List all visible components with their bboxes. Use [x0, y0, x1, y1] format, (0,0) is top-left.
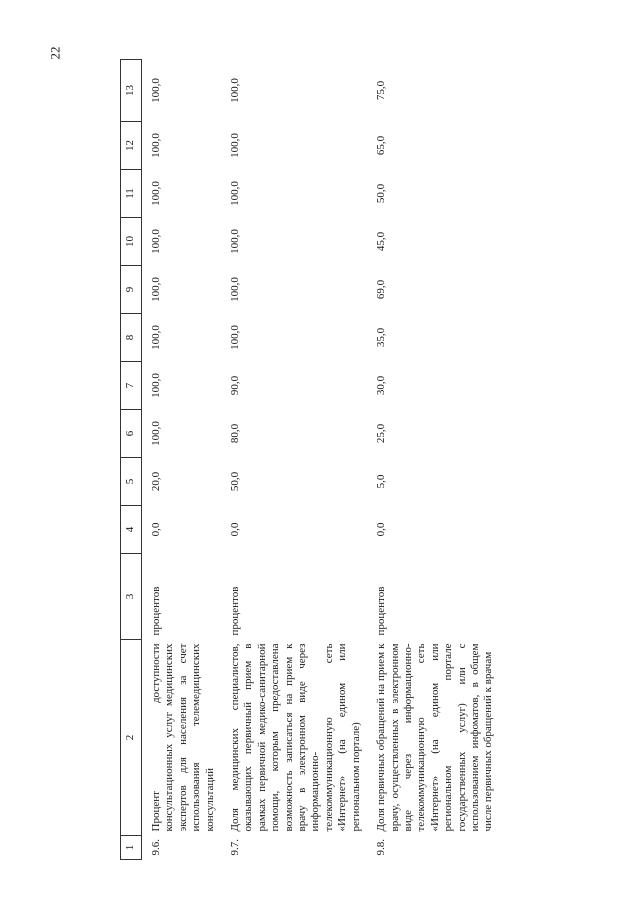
header-cell: 4 [121, 506, 142, 554]
indicator-description: Процент доступности консультационных услуг медицинских экспертов для населения за счет использования телемедицинских консультаций [150, 643, 216, 832]
value-cell: 5,0 [375, 474, 388, 489]
value-cell: 69,0 [375, 279, 388, 300]
header-cell: 10 [121, 218, 142, 266]
value-cell: 100,0 [229, 78, 242, 103]
value-cell: 100,0 [229, 277, 242, 302]
value-cell: 100,0 [150, 229, 162, 254]
page-number: 22 [47, 46, 63, 60]
value-cell: 100,0 [150, 78, 162, 103]
indicator-description: Доля медицинских специалистов, оказывающих первичный прием в рамках первичной медико-санитарной помощи, которым предоставлена возможность записаться на прием к врачу в электронном виде через информационно-телекоммуникационную сеть «Интернет» (на едином или региональном портале) [229, 643, 362, 832]
value-cell: 90,0 [229, 375, 242, 396]
value-cell: 65,0 [375, 135, 388, 156]
value-cell: 100,0 [150, 181, 162, 206]
header-cell: 9 [121, 266, 142, 314]
value-cell: 35,0 [375, 327, 388, 348]
value-cell: 20,0 [150, 471, 162, 492]
value-cell: 100,0 [229, 229, 242, 254]
unit-cell: процентов [150, 586, 162, 636]
value-cell: 100,0 [229, 181, 242, 206]
header-cell: 7 [121, 362, 142, 410]
header-cell: 11 [121, 170, 142, 218]
header-row [121, 60, 142, 860]
value-cell: 50,0 [375, 183, 388, 204]
value-cell: 80,0 [229, 423, 242, 444]
header-cell: 1 [121, 836, 142, 860]
value-cell: 30,0 [375, 375, 388, 396]
table-row [367, 60, 500, 860]
header-cell: 13 [121, 60, 142, 122]
value-cell: 0,0 [375, 522, 388, 537]
value-cell: 100,0 [229, 133, 242, 158]
value-cell: 100,0 [229, 325, 242, 350]
value-cell: 50,0 [229, 471, 242, 492]
value-cell: 100,0 [150, 373, 162, 398]
value-cell: 25,0 [375, 423, 388, 444]
value-cell: 100,0 [150, 277, 162, 302]
rotated-table-stage [120, 60, 600, 860]
value-cell: 0,0 [229, 522, 242, 537]
row-number: 9.8. [375, 839, 388, 856]
header-cell: 2 [121, 640, 142, 836]
header-cell: 8 [121, 314, 142, 362]
value-cell: 45,0 [375, 231, 388, 252]
value-cell: 0,0 [150, 522, 162, 537]
indicator-table [120, 59, 500, 860]
header-cell: 6 [121, 410, 142, 458]
table-row [142, 60, 222, 860]
value-cell: 100,0 [150, 325, 162, 350]
value-cell: 75,0 [375, 80, 388, 101]
value-cell: 100,0 [150, 421, 162, 446]
row-number: 9.6. [150, 839, 162, 856]
indicator-description: Доля первичных обращений на прием к врачу, осуществленных в электронном виде через информационно-телекоммуникационную сеть «Интернет» (на едином или региональном портале государственных услуг) или с использованием инфоматов, в общем числе первичных обращений к врачам [375, 643, 495, 832]
value-cell: 100,0 [150, 133, 162, 158]
unit-cell: процентов [375, 586, 388, 636]
header-cell: 5 [121, 458, 142, 506]
header-cell: 3 [121, 554, 142, 640]
table-row [221, 60, 367, 860]
unit-cell: процентов [229, 586, 242, 636]
row-number: 9.7. [229, 839, 242, 856]
header-cell: 12 [121, 122, 142, 170]
